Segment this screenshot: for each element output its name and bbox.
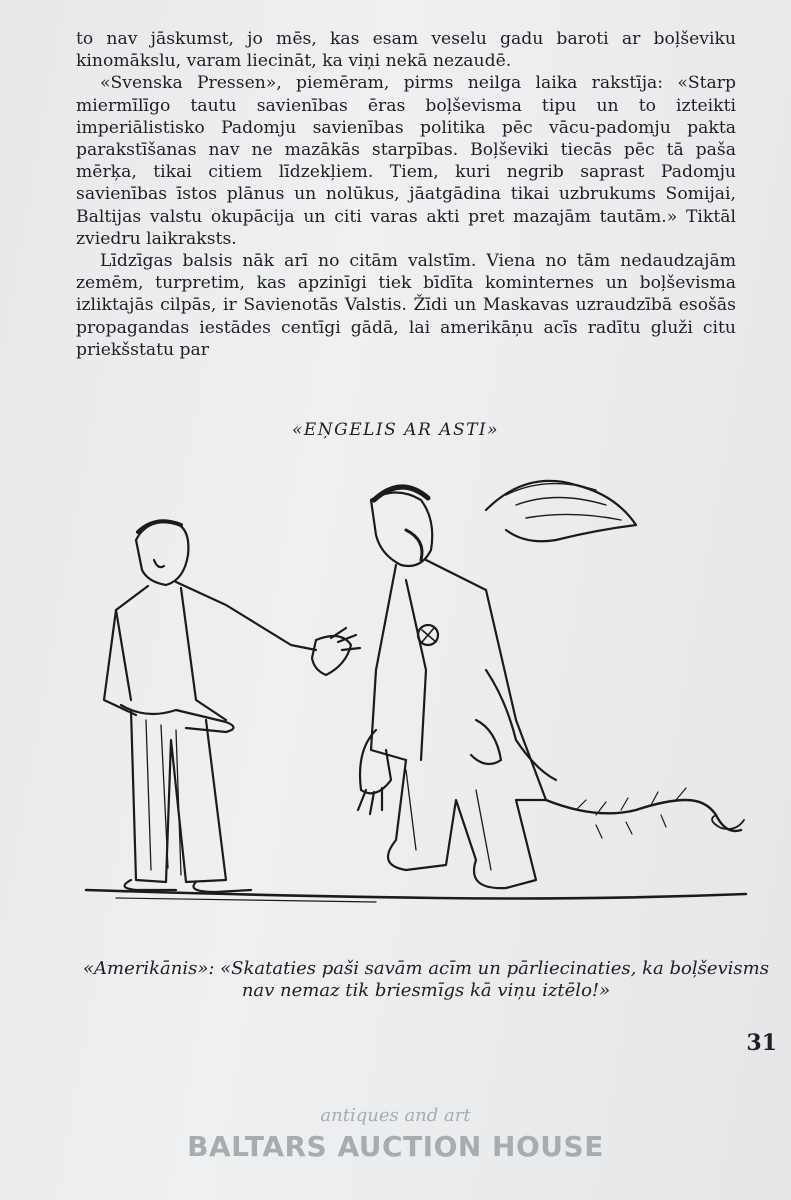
cartoon-title: «EŅGELIS AR ASTI» [291, 420, 500, 440]
page-number: 31 [746, 1030, 777, 1056]
body-text [76, 28, 736, 361]
paragraph-1: to nav jāskumst, jo mēs, kas esam veselu gadu baroti ar boļševiku kinomākslu, varam liecināt, ka viņi nekā nezaudē. [76, 29, 736, 72]
caption-line-2: nav nemaz tik briesmīgs kā viņu iztēlo!» [241, 980, 611, 1001]
cartoon-angel-devil-figure [358, 481, 744, 888]
cartoon-man-figure [104, 521, 360, 892]
paragraph-2: «Svenska Pressen», piemēram, pirms neilga laika rakstīja: «Starp miermīlīgo tautu savienības ēras boļševisma tipu un to izteikti imperiālistisko Padomju savienības politika pēc vācu-padomju pakta parakstīšanas nav ne mazākās starpības. Boļševiki tiecās pēc tā paša mērķa, tikai citiem līdzekļiem. Tiem, kuri negrib saprast Padomju savienības īstos plānus un nolūkus, jāatgādina tikai uzbrukums Somijai, Baltijas valstu okupācija un citi varas akti pret mazajām tautām.» Tiktāl zviedru laikraksts. [76, 73, 736, 249]
watermark [0, 1105, 791, 1163]
cartoon-caption [66, 958, 786, 1002]
caption-line-1: «Amerikānis»: «Skataties paši savām acīm un pārliecinaties, ka boļševisms [83, 958, 769, 979]
watermark-tagline: antiques and art [320, 1105, 471, 1126]
watermark-name: BALTARS AUCTION HOUSE [187, 1130, 604, 1163]
paragraph-3: Līdzīgas balsis nāk arī no citām valstīm. Viena no tām nedaudzajām zemēm, turpretim, kas apzinīgi tiek bīdīta kominternes un boļševisma izliktajās cilpās, ir Savienotās Valstis. Žīdi un Maskavas uzraudzībā esošās propagandas iestādes centīgi gādā, lai amerikāņu acīs radītu gluži citu priekšstatu par [76, 251, 736, 360]
cartoon-illustration [76, 470, 766, 930]
